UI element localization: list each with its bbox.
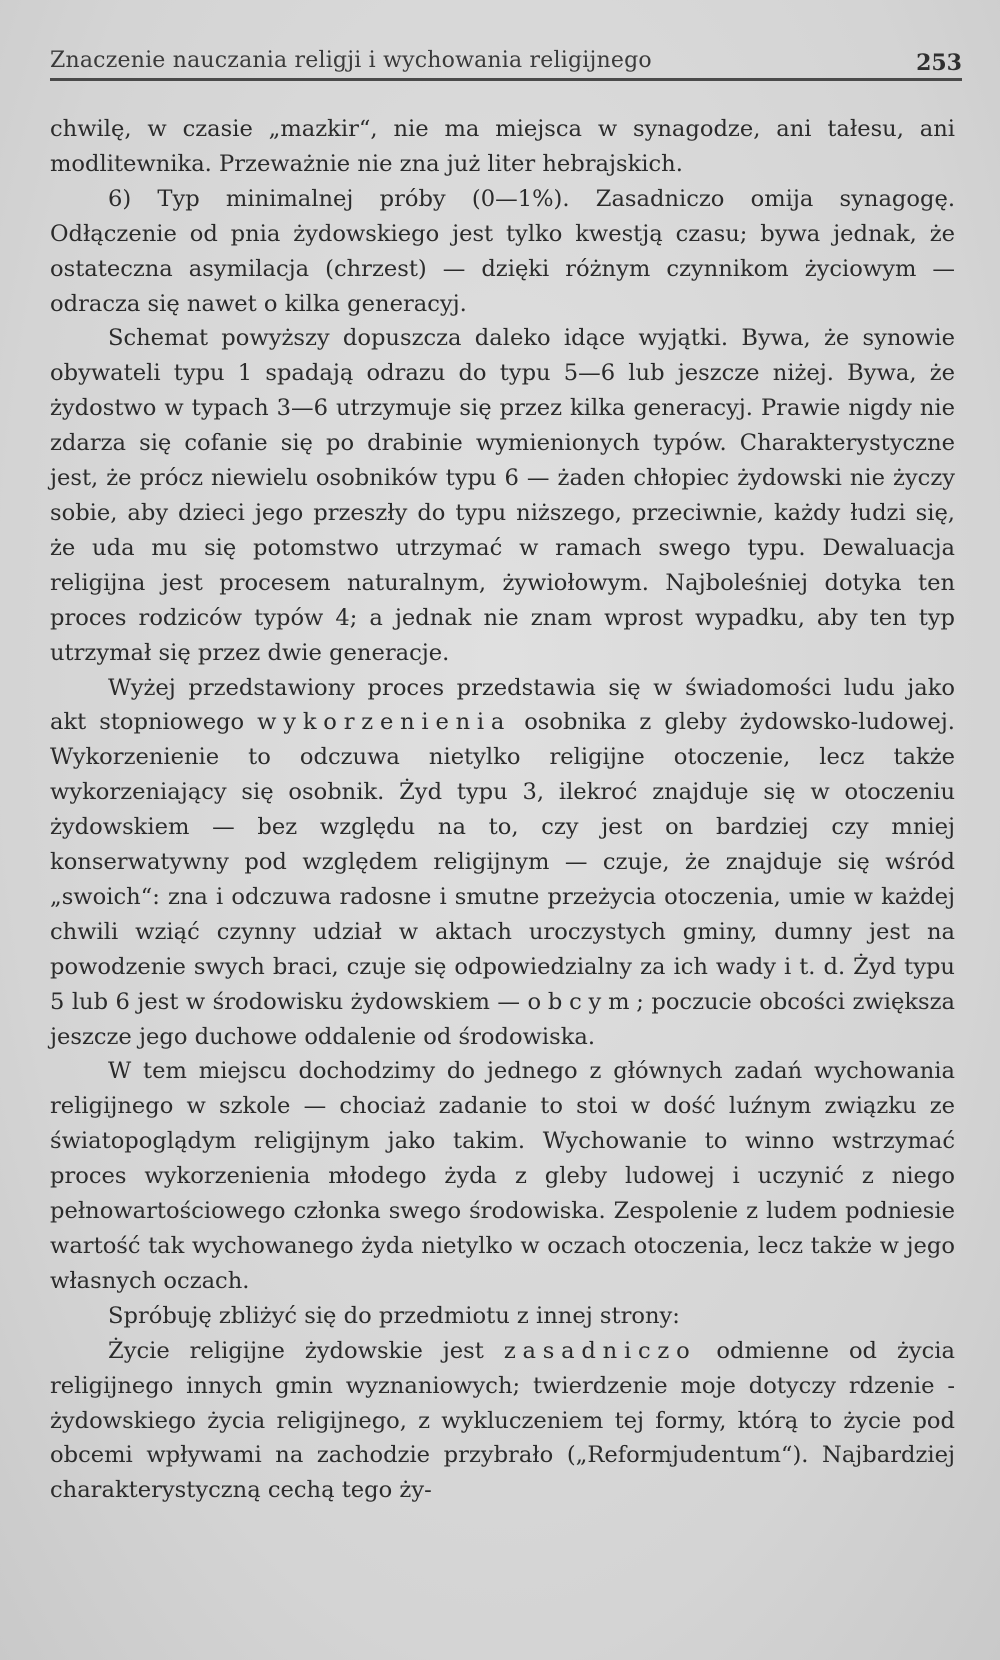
paragraph [50,1334,955,1509]
paragraph: W tem miejscu dochodzimy do jednego z głównych zadań wychowania religijnego w szkole — chociaż zadanie to stoi w dość luźnym związku ze światopoglądym religijnym jako takim. Wychowanie to winno wstrzymać proces wykorzenienia młodego żyda z gleby ludowej i uczynić z niego pełnowartościowego członka swego środowiska. Zespolenie z ludem podniesie wartość tak wychowanego żyda nietylko w oczach otoczenia, lecz także w jego własnych oczach. [50,1058,955,1294]
paragraph: Schemat powyższy dopuszcza daleko idące wyjątki. Bywa, że synowie obywateli typu 1 spadają odrazu do typu 5—6 lub jeszcze niżej. Bywa, że żydostwo w typach 3—6 utrzymuje się przez kilka generacyj. Prawie nigdy nie zdarza się cofanie się po drabinie wymienionych typów. Charakterystyczne jest, że prócz niewielu osobników typu 6 — żaden chłopiec żydowski nie życzy sobie, aby dzieci jego przeszły do typu niższego, przeciwnie, każdy łudzi się, że uda mu się potomstwo utrzymać w ramach swego typu. Dewaluacja religijna jest procesem naturalnym, żywiołowym. Najboleśniej dotyka ten proces rodziców typów 4; a jednak nie znam wprost wypadku, aby ten typ utrzymał się przez dwie generacje. [50,325,955,666]
paragraph-text: ; poczucie obcości zwiększa jeszcze jego duchowe oddalenie od środowiska. [50,988,955,1050]
paragraph: chwilę, w czasie „mazkir“, nie ma miejsca w synagodze, ani tałesu, ani modlitewnika. Przeważnie nie zna już liter hebrajskich. [50,116,955,177]
paragraph: Spróbuję zbliżyć się do przedmiotu z innej strony: [108,1302,680,1329]
paragraph: 6) Typ minimalnej próby (0—1%). Zasadniczo omija synagogę. Odłączenie od pnia żydowskiego jest tylko kwestją czasu; bywa jednak, że ostateczna asymilacja (chrzest) — dzięki różnym czynnikom życiowym — odracza się nawet o kilka generacyj. [50,185,955,317]
body-text [50,112,955,1508]
spaced-emphasis: obcym [527,988,637,1015]
paragraph-text: Wyżej przedstawiony proces przedstawia się w świadomości ludu jako akt stopniowego [50,674,955,736]
running-title: Znaczenie nauczania religji i wychowania religijnego [50,48,652,73]
paragraph-text: osobnika z gleby żydowsko-ludowej. Wykorzenienie to odczuwa nietylko religijne otoczenie, lecz także wykorzeniający się osobnik. Żyd typu 3, ilekroć znajduje się w otoczeniu żydowskiem — bez względu na to, czy jest on bardziej czy mniej konserwatywny pod względem religijnym — czuje, że znajduje się wśród „swoich“: zna i odczuwa radosne i smutne przeżycia otoczenia, umie w każdej chwili wziąć czynny udział w aktach uroczystych gminy, dumny jest na powodzenie swych braci, czuje się odpowiedzialny za ich wady i t. d. Żyd typu 5 lub 6 jest w środowisku żydowskiem — [50,709,955,1015]
spaced-emphasis: wykorzenienia [257,709,512,736]
page-number: 253 [916,50,962,76]
running-header [50,44,962,78]
header-rule [50,78,962,81]
paragraph-text: Życie religijne żydowskie jest [108,1337,504,1364]
paragraph [50,671,955,1055]
spaced-emphasis: zasadniczo [503,1337,697,1364]
paragraph-text: odmienne od życia religijnego innych gmin wyznaniowych; twierdzenie moje dotyczy rdzenie - żydowskiego życia religijnego, z wykluczeniem tej formy, którą to życie pod obcemi wpływami na zachodzie przybrało („Reformjudentum“). Najbardziej charakterystyczną cechą tego ży- [50,1337,955,1504]
